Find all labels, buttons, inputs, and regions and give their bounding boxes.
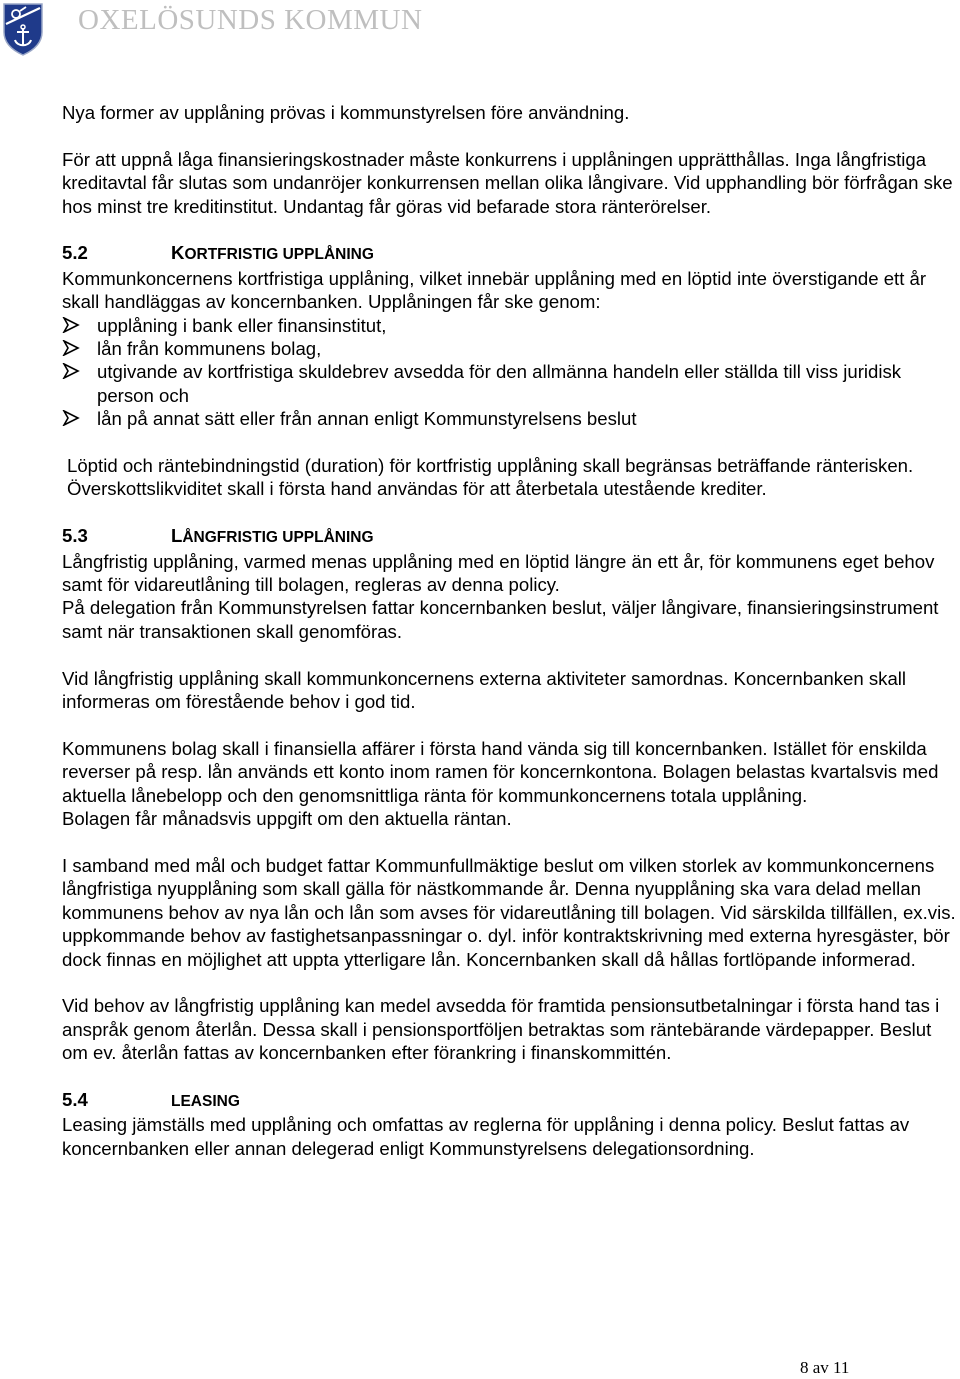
arrow-bullet-icon bbox=[62, 340, 80, 356]
intro-paragraph-1: Nya former av upplåning prövas i kommunstyrelsen före användning. bbox=[62, 102, 630, 123]
section-5-2-text: Kommunkoncernens kortfristiga upplåning, vilket innebär upplåning med en löptid inte överstigande ett år skall handläggas av koncernbanken. Upplåningen får ske genom: bbox=[62, 267, 927, 313]
intro-paragraph-2: För att uppnå låga finansieringskostnader måste konkurrens i upplåningen upprätthållas. Inga långfristiga kreditavtal får slutas som undanröjer konkurrensen mellan olika långivare. Vid upphandling bör förfrågan ske hos minst tre kreditinstitut. Undantag får göras vid befarade stora ränterörelser. bbox=[62, 148, 953, 217]
section-title-initial: K bbox=[171, 242, 185, 264]
list-item: utgivande av kortfristiga skuldebrev avsedda för den allmänna handeln eller ställda till viss juridisk person och bbox=[62, 360, 958, 407]
section-number: 5.2 bbox=[62, 242, 88, 264]
arrow-bullet-icon bbox=[62, 317, 80, 333]
section-5-3-paragraph-5: Vid behov av långfristig upplåning kan medel avsedda för framtida pensionsutbetalningar i första hand tas i anspråk genom återlån. Dessa skall i pensionsportföljen betraktas som räntebärande värdepapper. Beslut om ev. återlån fattas av koncernbanken efter förankring i finanskommittén. bbox=[62, 995, 940, 1064]
section-heading-5-4 bbox=[62, 1088, 958, 1113]
section-heading-5-3 bbox=[62, 524, 958, 549]
municipality-crest-icon bbox=[2, 2, 44, 56]
section-5-2-after-text: Löptid och räntebindningstid (duration) för kortfristig upplåning skall begränsas beträffande ränterisken. Överskottslikviditet skall i första hand användas för att återbetala utestående krediter. bbox=[67, 455, 914, 500]
section-number: 5.3 bbox=[62, 525, 88, 547]
section-5-3-paragraph-2: Vid långfristig upplåning skall kommunkoncernens externa aktiviteter samordnas. Koncernbanken skall informeras om förestående behov i god tid. bbox=[62, 667, 907, 713]
arrow-bullet-icon bbox=[62, 363, 80, 379]
section-5-3-paragraph-3b: Bolagen får månadsvis uppgift om den aktuella räntan. bbox=[62, 808, 512, 830]
page-number: 8 av 11 bbox=[800, 1358, 850, 1377]
section-5-3-paragraph-1a: Långfristig upplåning, varmed menas upplåning med en löptid längre än ett år, för kommunens eget behov samt för vidareutlåning till bolagen, regleras av denna policy. bbox=[62, 550, 935, 596]
document-body bbox=[62, 101, 958, 1160]
section-5-3-paragraph-1b: På delegation från Kommunstyrelsen fattar koncernbanken beslut, väljer långivare, finansieringsinstrument samt när transaktionen skall genomföras. bbox=[62, 597, 939, 642]
section-5-3-paragraph-4: I samband med mål och budget fattar Kommunfullmäktige beslut om vilken storlek av kommunkoncernens långfristiga nyupplåning som skall gälla för nästkommande år. Denna nyupplåning ska vara delad mellan kommunens behov av nya lån och lån som avses för vidareutlåning till bolagen. Vid särskilda tillfällen, ex.vis. uppkommande behov av fastighetsanpassningar o. dyl. inför kontraktskrivning med externa hyresgäster, bör dock finnas en möjlighet att uppta ytterligare lån. Koncernbanken skall då hållas fortlöpande informerad. bbox=[62, 854, 956, 970]
section-number: 5.4 bbox=[62, 1088, 88, 1110]
section-title: ORTFRISTIG UPPLÅNING bbox=[184, 246, 374, 264]
bullet-list bbox=[62, 314, 958, 431]
list-item: upplåning i bank eller finansinstitut, bbox=[62, 314, 958, 337]
organization-name: OXELÖSUNDS KOMMUN bbox=[78, 4, 423, 36]
section-5-3-paragraph-3a: Kommunens bolag skall i finansiella affärer i första hand vända sig till koncernbanken. Istället för enskilda reverser på resp. lån används ett konto inom ramen för koncernkontona. Bolagen belastas kvartalsvis med aktuella lånebelopp och den genomsnittliga ränta för kommunkoncernens totala upplåning. bbox=[62, 737, 939, 806]
section-5-4-text: Leasing jämställs med upplåning och omfattas av reglerna för upplåning i denna policy. Beslut fattas av koncernbanken eller annan delegerad enligt Kommunstyrelsens delegationsordning. bbox=[62, 1114, 910, 1159]
section-title: ÅNGFRISTIG UPPLÅNING bbox=[182, 529, 374, 547]
section-title-initial: L bbox=[171, 525, 183, 547]
section-heading-5-2 bbox=[62, 241, 958, 266]
list-item: lån på annat sätt eller från annan enligt Kommunstyrelsens beslut bbox=[62, 407, 958, 430]
arrow-bullet-icon bbox=[62, 410, 80, 426]
list-item: lån från kommunens bolag, bbox=[62, 337, 958, 360]
section-title: LEASING bbox=[171, 1092, 240, 1110]
